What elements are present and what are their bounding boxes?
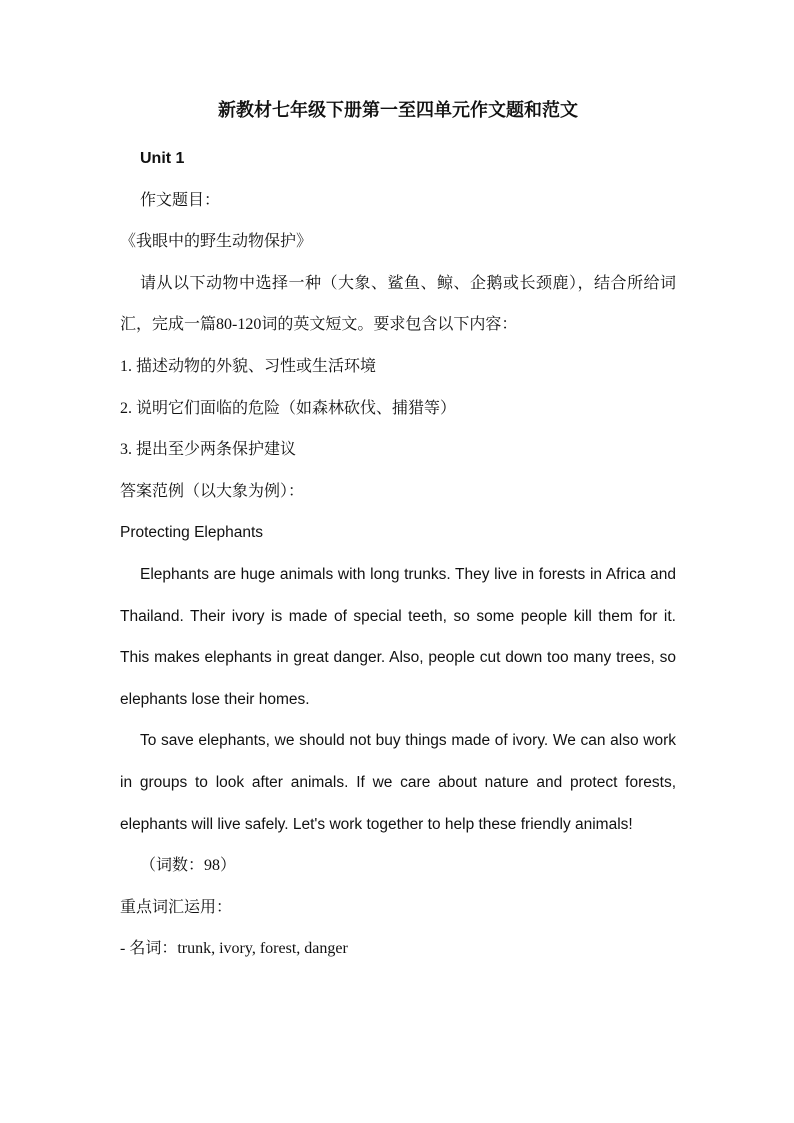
- prompt-label: 作文题目：: [140, 191, 221, 209]
- document-title: 新教材七年级下册第一至四单元作文题和范文: [218, 100, 578, 120]
- vocab-label: 重点词汇运用：: [120, 898, 233, 916]
- document-page: [120, 96, 676, 970]
- unit-heading: Unit 1: [140, 150, 185, 167]
- instructions-paragraph: 请从以下动物中选择一种（大象、鲨鱼、鲸、企鹅或长颈鹿），结合所给词汇，完成一篇80-120词的英文短文。要求包含以下内容：: [120, 274, 676, 334]
- essay-topic: 《我眼中的野生动物保护》: [120, 233, 313, 251]
- word-count: （词数：98）: [140, 857, 237, 875]
- requirement-item: 1. 描述动物的外貌、习性或生活环境: [120, 357, 377, 375]
- vocab-nouns: - 名词：trunk, ivory, forest, danger: [120, 940, 348, 958]
- essay-title: Protecting Elephants: [120, 524, 264, 542]
- essay-paragraph: To save elephants, we should not buy things made of ivory. We can also work in groups to look after animals. If we care about nature and protect forests, elephants will live safely. Let's work together to help these friendly animals!: [120, 732, 676, 833]
- essay-paragraph: Elephants are huge animals with long trunks. They live in forests in Africa and Thailand. Their ivory is made of special teeth, so some people kill them for it. This makes elephants in great danger. Also, people cut down too many trees, so elephants lose their homes.: [120, 565, 676, 708]
- requirement-item: 2. 说明它们面临的危险（如森林砍伐、捕猎等）: [120, 399, 457, 417]
- sample-label: 答案范例（以大象为例）：: [120, 482, 305, 500]
- requirement-item: 3. 提出至少两条保护建议: [120, 441, 297, 459]
